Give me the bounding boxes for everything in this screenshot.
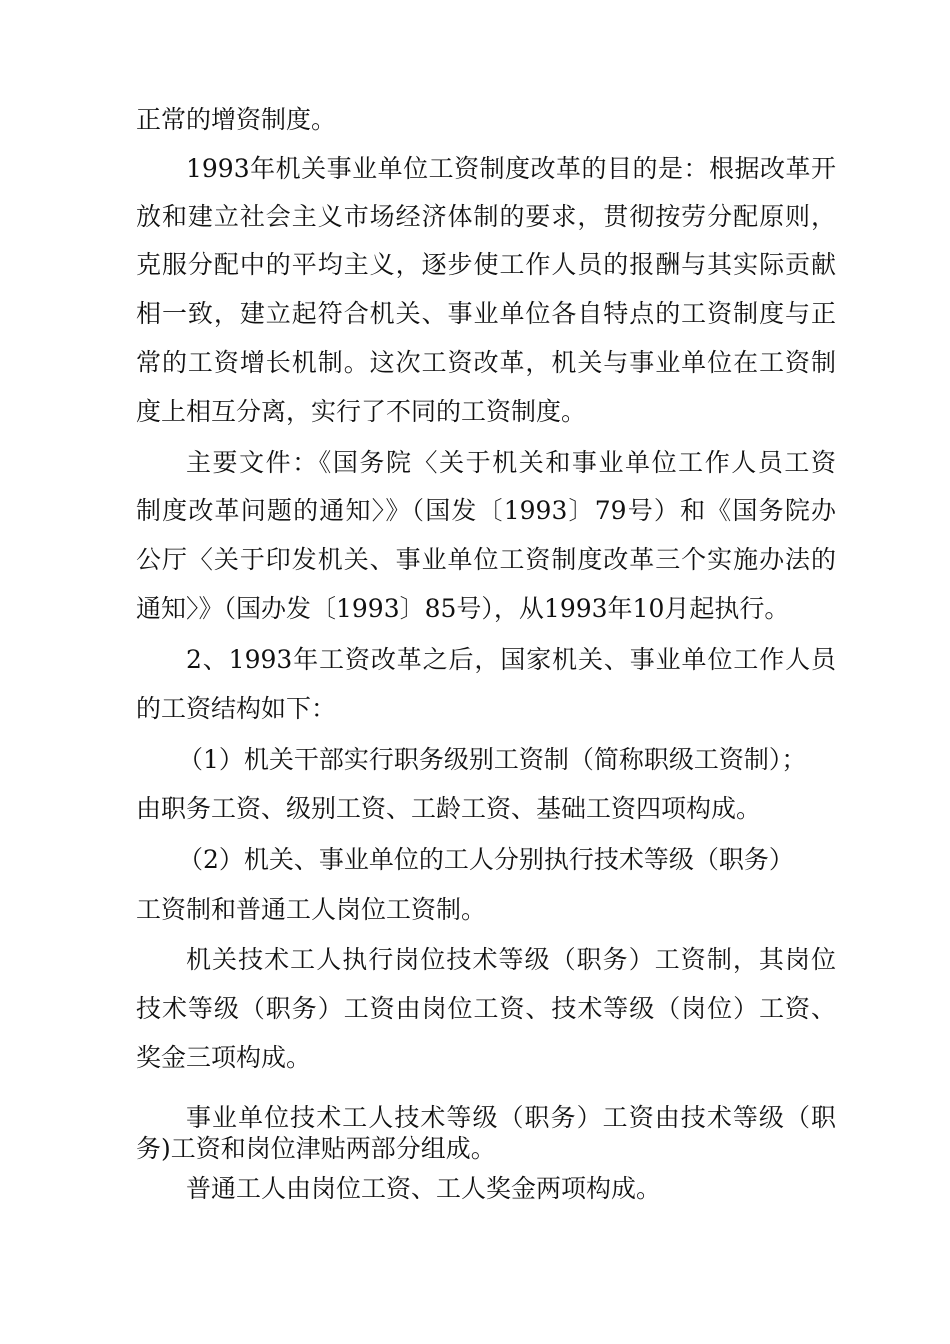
text-line-20: 奖金三项构成。: [136, 1043, 312, 1072]
text-line-9: 制度改革问题的通知〉》（国发〔1993〕79号）和《国务院办: [136, 496, 836, 525]
text-line-19: 技术等级（职务）工资由岗位工资、技术等级（岗位）工资、: [136, 994, 836, 1023]
text-line-14: （1）机关干部实行职务级别工资制（简称职级工资制）；: [178, 745, 807, 774]
text-line-15: 由职务工资、级别工资、工龄工资、基础工资四项构成。: [136, 794, 762, 823]
text-line-7: 度上相互分离，实行了不同的工资制度。: [136, 397, 587, 426]
text-line-1: 正常的增资制度。: [136, 105, 337, 134]
text-line-4: 克服分配中的平均主义，逐步使工作人员的报酬与其实际贡献: [136, 250, 836, 279]
text-line-23: 普通工人由岗位工资、工人奖金两项构成。: [186, 1174, 662, 1203]
text-line-12: 2、1993年工资改革之后，国家机关、事业单位工作人员: [186, 645, 836, 674]
text-line-5: 相一致，建立起符合机关、事业单位各自特点的工资制度与正: [136, 299, 836, 328]
text-line-2: 1993年机关事业单位工资制度改革的目的是：根据改革开: [186, 154, 836, 183]
text-line-10: 公厅〈关于印发机关、事业单位工资制度改革三个实施办法的: [136, 545, 836, 574]
text-line-6: 常的工资增长机制。这次工资改革，机关与事业单位在工资制: [136, 348, 836, 377]
text-line-17: 工资制和普通工人岗位工资制。: [136, 895, 487, 924]
text-line-18: 机关技术工人执行岗位技术等级（职务）工资制，其岗位: [186, 945, 836, 974]
text-line-21: 事业单位技术工人技术等级（职务）工资由技术等级（职: [186, 1103, 836, 1132]
text-line-8: 主要文件：《国务院〈关于机关和事业单位工作人员工资: [186, 448, 836, 477]
text-line-11: 通知〉》（国办发〔1993〕85号），从1993年10月起执行。: [136, 594, 790, 623]
text-line-16: （2）机关、事业单位的工人分别执行技术等级（职务）: [178, 845, 794, 874]
text-line-22: 务)工资和岗位津贴两部分组成。: [136, 1134, 496, 1163]
text-line-13: 的工资结构如下：: [136, 694, 337, 723]
text-line-3: 放和建立社会主义市场经济体制的要求，贯彻按劳分配原则，: [136, 202, 836, 231]
